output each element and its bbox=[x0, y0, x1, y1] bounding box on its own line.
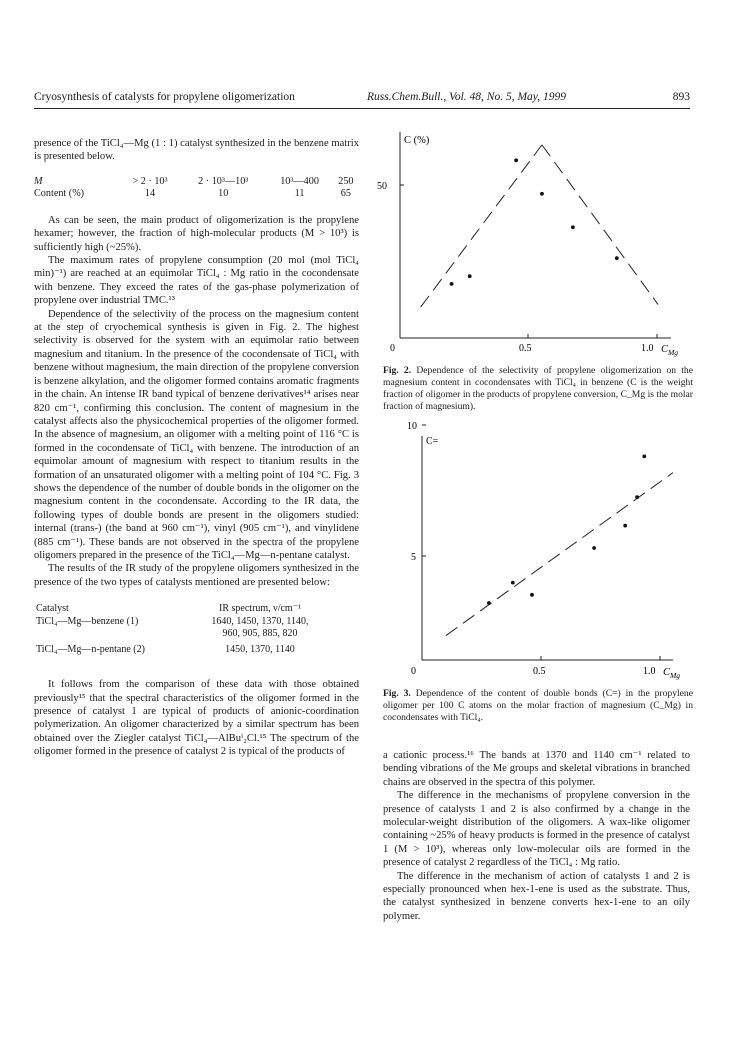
paragraph: Dependence of the selectivity of the process on the magnesium content at the step of cryochemical synthesis is given in Fig. 2. The highest selectivity is observed for the system with an equimolar ratio between magnesium and titanium. In the presence of the cocondensate of TiCl₄ with benzene without magnesium, the main direction of the propylene conversion is benzene alkylation, and the oligomer formed contains aromatic fragments in the chain. An intense IR band typical of benzene derivatives¹⁴ arises near 820 cm⁻¹, confirming this conclusion. The content of magnesium in the catalyst affects also the physicochemical properties of the oligomer formed. In the absence of magnesium, an oligomer with a melting point of 116 °C is formed in the cocondensate of TiCl₄ with benzene. The introduction of an equimolar amount of magnesium with respect to titanium results in the formation of an unsaturated oligomer with a melting point of 104 °C. Fig. 3 shows the dependence of the number of double bonds in the oligomer on the magnesium content in the cocondensate. According to the IR data, the following types of double bonds are present in the oligomers studied: internal (trans-) (the band at 960 cm⁻¹), vinyl (905 cm⁻¹), and vinylidene (885 cm⁻¹). These bands are not observed in the spectra of the propylene oligomers prepared in the presence of the TiCl₄—Mg—n-pentane catalyst. bbox=[34, 308, 359, 561]
trend-line bbox=[421, 145, 542, 307]
table-cell: > 2 · 10³ bbox=[132, 175, 168, 187]
right-column bbox=[383, 749, 690, 923]
table-cell bbox=[34, 628, 186, 641]
y-axis-label: C= bbox=[426, 436, 439, 447]
figure-3 bbox=[383, 421, 693, 680]
table-cell: 960, 905, 885, 820 bbox=[222, 628, 298, 640]
paragraph: The maximum rates of propylene consumption (20 mol (mol TiCl₄ min)⁻¹) are reached at an equimolar TiCl₄ : Mg ratio in the cocondensate with benzene. They exceed the rates of the gas-phase polymerization of propylene over industrial TMC.¹³ bbox=[34, 255, 359, 307]
y-tick-label: 10 bbox=[407, 421, 417, 432]
data-point bbox=[468, 274, 472, 278]
table-cell: 10³—400 bbox=[280, 175, 319, 187]
table-header: Catalyst bbox=[36, 603, 69, 615]
figure-3-caption bbox=[383, 688, 693, 724]
data-point bbox=[571, 225, 575, 229]
data-point bbox=[592, 546, 596, 550]
page-number: 893 bbox=[672, 91, 690, 103]
trend-line bbox=[542, 145, 658, 305]
data-point bbox=[623, 524, 627, 528]
figure-3-plot bbox=[383, 421, 693, 680]
data-point bbox=[530, 593, 534, 597]
x-tick-label: 0.5 bbox=[519, 343, 532, 354]
table-cell: TiCl₄—Mg—n-pentane (2) bbox=[36, 643, 145, 655]
figure-2-plot bbox=[377, 128, 693, 368]
y-tick-label: 0 bbox=[411, 666, 416, 677]
table-row-label: M bbox=[34, 175, 43, 187]
table-cell: 1450, 1370, 1140 bbox=[225, 643, 295, 655]
table-cell: 14 bbox=[144, 187, 156, 199]
data-point bbox=[487, 601, 491, 605]
table-cell: 10 bbox=[218, 187, 229, 199]
data-point bbox=[615, 256, 619, 260]
paragraph: The difference in the mechanism of action of catalysts 1 and 2 is especially pronounced when hex-1-ene is used as the substrate. Thus, the catalyst synthesized in benzene converts hex-1-ene to an oily polymer. bbox=[383, 870, 690, 922]
molecular-weight-table bbox=[34, 176, 359, 200]
data-point bbox=[642, 454, 646, 458]
x-tick-label: 0 bbox=[390, 343, 395, 354]
table-header: IR spectrum, ν/cm⁻¹ bbox=[219, 603, 301, 615]
y-tick-label: 5 bbox=[411, 552, 416, 563]
x-tick-label: 0.5 bbox=[533, 666, 546, 677]
caption-text: Dependence of the content of double bonds (C=) in the propylene oligomer per 100 C atoms on the molar fraction of magnesium (C_Mg) in cocondensates with TiCl₄. bbox=[383, 688, 693, 723]
header-title: Cryosynthesis of catalysts for propylene oligomerization bbox=[34, 91, 295, 103]
data-point bbox=[450, 282, 454, 286]
caption-label: Fig. 3. bbox=[383, 688, 411, 699]
table-cell: 1640, 1450, 1370, 1140, bbox=[211, 615, 309, 627]
y-tick-label: 50 bbox=[377, 181, 387, 192]
x-tick-label: 1.0 bbox=[643, 666, 656, 677]
catalyst-ir-table bbox=[34, 603, 334, 656]
x-axis-label: $C_{Mg}$ bbox=[663, 667, 681, 680]
figure-2-caption bbox=[383, 365, 693, 413]
paragraph: As can be seen, the main product of oligomerization is the propylene hexamer; however, the fraction of high-molecular products (M > 10³) is sufficiently high (~25%). bbox=[34, 214, 359, 253]
header-journal: Russ.Chem.Bull., Vol. 48, No. 5, May, 1999 bbox=[367, 91, 567, 103]
header-rule bbox=[34, 108, 690, 109]
paragraph: The difference in the mechanisms of propylene conversion in the presence of catalysts 1 and 2 is also confirmed by a change in the molecular-weight distribution of the oligomers. A wax-like oligomer containing ~25% of heavy products is formed in the presence of catalyst 1 (M > 10³), whereas only low-molecular oils are formed in the presence of catalyst 2 regardless of the TiCl₄ : Mg ratio. bbox=[383, 790, 690, 869]
x-tick-label: 1.0 bbox=[641, 343, 654, 354]
data-point bbox=[514, 158, 518, 162]
table-cell: TiCl₄—Mg—benzene (1) bbox=[36, 615, 139, 627]
figure-2 bbox=[377, 128, 693, 368]
caption-label: Fig. 2. bbox=[383, 365, 412, 376]
paragraph: a cationic process.¹⁶ The bands at 1370 and 1140 cm⁻¹ related to bending vibrations of the Me groups and skeletal vibrations in branched chains are observed in the spectra of this polymer. bbox=[383, 750, 690, 788]
paragraph: presence of the TiCl₄—Mg (1 : 1) catalyst synthesized in the benzene matrix is presented below. bbox=[34, 138, 359, 163]
data-point bbox=[635, 495, 639, 499]
table-cell: 11 bbox=[294, 187, 305, 199]
table-cell: 250 bbox=[338, 175, 354, 187]
data-point bbox=[540, 192, 544, 196]
table-row-label: Content (%) bbox=[34, 187, 85, 199]
running-header bbox=[34, 91, 690, 107]
table-cell: 65 bbox=[340, 187, 351, 199]
data-point bbox=[511, 581, 515, 585]
y-axis-label: C (%) bbox=[404, 135, 430, 146]
x-axis-label: $C_{Mg}$ bbox=[661, 344, 679, 357]
caption-text: Dependence of the selectivity of propylene oligomerization on the magnesium content in cocondensates with TiCl₄ in benzene (C is the weight fraction of oligomer in the products of propylene conversion, C_Mg is the molar fraction of magnesium). bbox=[383, 365, 693, 412]
table-cell: 2 · 10³—10³ bbox=[198, 175, 249, 187]
paragraph: The results of the IR study of the propylene oligomers synthesized in the presence of the two types of catalysts mentioned are presented below: bbox=[34, 563, 359, 588]
paragraph: It follows from the comparison of these data with those obtained previously¹⁵ that the spectral characteristics of the oligomer formed in the presence of catalyst 1 are typical of products of anionic-coordination polymerization. An oligomer characterized by a similar spectrum has been obtained over the Ziegler catalyst TiCl₄—AlBuⁱ₂Cl.¹⁵ The spectrum of the oligomer formed in the presence of catalyst 2 is typical of the products of bbox=[34, 679, 359, 758]
left-column bbox=[34, 137, 359, 759]
